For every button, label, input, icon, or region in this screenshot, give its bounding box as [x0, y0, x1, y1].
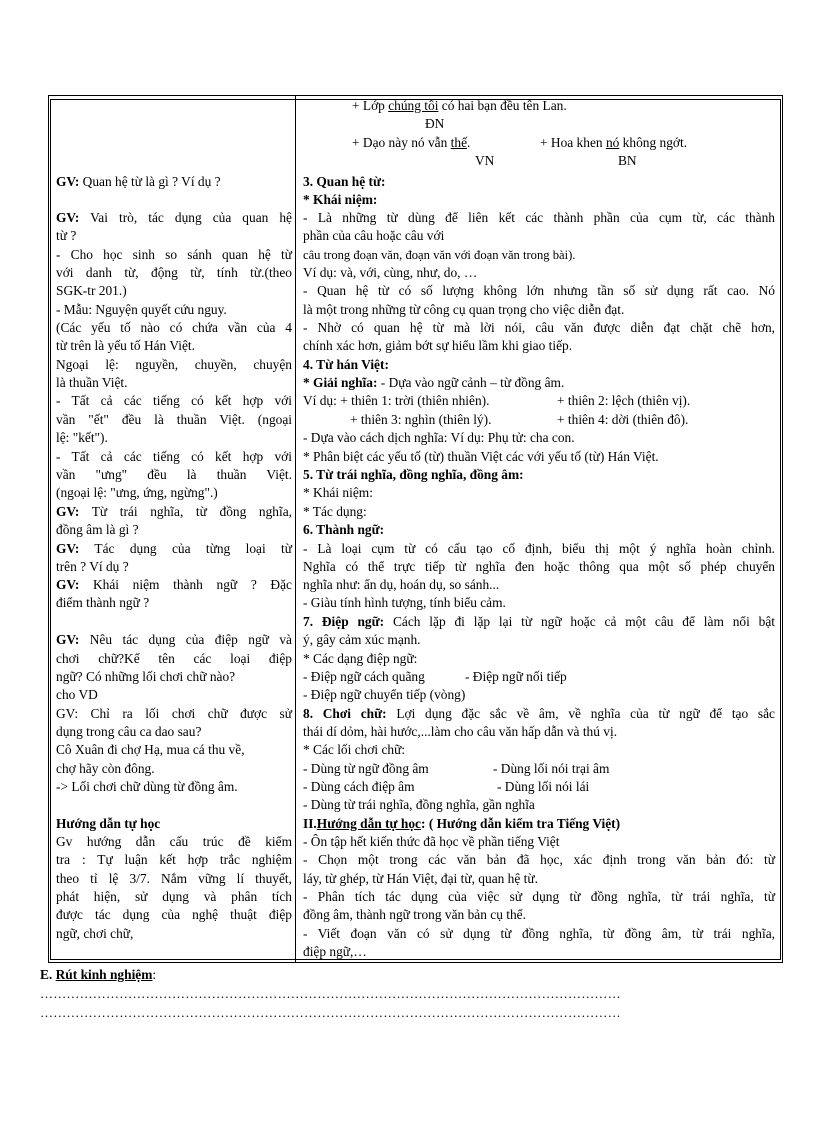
- section-4-title: 4. Từ hán Việt:: [303, 357, 389, 372]
- example-label-bn: BN: [618, 153, 637, 168]
- left-text-line: dụng trong câu ca dao sau?: [56, 724, 202, 739]
- left-text-line: Ngoại lệ: nguyền, chuyền, chuyện: [56, 357, 292, 372]
- gv-question-6: GV: Nêu tác dụng của điệp ngữ và: [56, 632, 292, 647]
- right-text-line: - Dùng lối nói lái: [497, 779, 590, 794]
- right-text-line: - Điệp ngữ chuyển tiếp (vòng): [303, 687, 466, 702]
- right-text-line: - Điệp ngữ nối tiếp: [465, 669, 567, 684]
- right-text-line: * Khái niệm:: [303, 485, 373, 500]
- right-text-line: đồng âm, thành ngữ trong văn bản cụ thể.: [303, 907, 526, 922]
- left-text-line: -> Lối chơi chữ dùng từ đồng âm.: [56, 779, 238, 794]
- example-line-1: + Lớp chúng tôi có hai bạn đều tên Lan.: [352, 98, 567, 113]
- left-text-line: - Tất cả các tiếng có kết hợp với: [56, 393, 292, 408]
- right-text-line: - Giàu tính hình tượng, tính biểu cảm.: [303, 595, 506, 610]
- section-5-title: 5. Từ trái nghĩa, đồng nghĩa, đồng âm:: [303, 467, 524, 482]
- gv-question-1: GV: Quan hệ từ là gì ? Ví dụ ?: [56, 174, 221, 189]
- right-text-line: Nghĩa có thể trực tiếp từ nghĩa đen hoặc thông qua một số phép chuyển: [303, 559, 775, 574]
- example-line-2a: + Dạo này nó vẫn thế.: [352, 135, 471, 150]
- right-text-line: thái dí dỏm, hài hước,...làm cho câu văn hấp dẫn và thú vị.: [303, 724, 618, 739]
- gv-question-7: GV: Chỉ ra lối chơi chữ được sử: [56, 706, 292, 721]
- right-text-line: * Phân biệt các yếu tố (từ) thuần Việt các với yếu tố (từ) Hán Việt.: [303, 449, 659, 464]
- right-text-line: - Là những từ dùng để liên kết các thành phần của cụm từ, các thành: [303, 210, 775, 225]
- right-text-line: - Phân tích tác dụng của việc sử dụng từ đồng nghĩa, từ trái nghĩa, từ: [303, 889, 775, 904]
- example-label-dn: ĐN: [425, 116, 445, 131]
- section-3-title: 3. Quan hệ từ:: [303, 174, 386, 189]
- section-4-meaning: * Giải nghĩa: - Dựa vào ngữ cảnh – từ đồng âm.: [303, 375, 565, 390]
- right-text-line: - Dùng từ trái nghĩa, đồng nghĩa, gần nghĩa: [303, 797, 535, 812]
- right-text-line: - Ôn tập hết kiến thức đã học về phần tiếng Việt: [303, 834, 560, 849]
- right-text-line: - Quan hệ từ có số lượng không lớn nhưng tần số sử dụng rất cao. Nó: [303, 283, 775, 298]
- gv-question-5: GV: Khái niệm thành ngữ ? Đặc: [56, 577, 292, 592]
- example-line-2b: + Hoa khen nó không ngớt.: [540, 135, 688, 150]
- right-text-line: - Dùng từ ngữ đồng âm: [303, 761, 429, 776]
- gv-question-4-cont: trên ? Ví dụ ?: [56, 559, 129, 574]
- left-text-line: theo tỉ lệ 3/7. Nắm vững lí thuyết,: [56, 871, 292, 886]
- gv-question-4: GV: Tác dụng của từng loại từ: [56, 541, 292, 556]
- left-text-line: với danh từ, động từ, tính từ.(theo: [56, 265, 292, 280]
- right-text-line: láy, từ ghép, từ Hán Việt, đại từ, quan hệ từ.: [303, 871, 538, 886]
- dotted-line-2: ……………………………………………………………………………………………………………………: [40, 1005, 621, 1020]
- left-text-line: chơi chữ?Kể tên các loại điệp: [56, 651, 292, 666]
- right-text-line: * Các dạng điệp ngữ:: [303, 651, 418, 666]
- left-text-line: phát hiện, sử dụng và phân tích: [56, 889, 292, 904]
- left-text-line: được tác dụng của nghệ thuật điệp: [56, 907, 292, 922]
- right-text-line: - Là loại cụm từ có cấu tạo cố định, biểu thị một ý nghĩa hoàn chỉnh.: [303, 541, 775, 556]
- right-text-line: nghĩa như: ẩn dụ, hoán dụ, so sánh...: [303, 577, 500, 592]
- right-text-line: - Dùng lối nói trại âm: [493, 761, 610, 776]
- gv-question-3-cont: đồng âm là gì ?: [56, 522, 139, 537]
- left-text-line: là thuần Việt.: [56, 375, 128, 390]
- gv-question-2: GV: Vai trò, tác dụng của quan hệ: [56, 210, 292, 225]
- right-text-line: - Dựa vào cách dịch nghĩa: Ví dụ: Phụ tử: cha con.: [303, 430, 575, 445]
- left-text-line: ngữ, chơi chữ,: [56, 926, 134, 941]
- left-text-line: chợ hãy còn đông.: [56, 761, 155, 776]
- right-text-line: là một trong những từ công cụ quan trọng cho việc diễn đạt.: [303, 302, 625, 317]
- section-8-title: 8. Chơi chữ: Lợi dụng đặc sắc về âm, về nghĩa của từ ngữ để tạo sắc: [303, 706, 775, 721]
- right-text-line: phần của câu hoặc câu với: [303, 228, 445, 243]
- section-6-title: 6. Thành ngữ:: [303, 522, 385, 537]
- right-text-line: + thiên 2: lệch (thiên vị).: [557, 393, 691, 408]
- experience-heading: E. Rút kinh nghiệm:: [40, 967, 157, 982]
- right-text-line: Ví dụ: + thiên 1: trời (thiên nhiên).: [303, 393, 490, 408]
- section-3-concept: * Khái niệm:: [303, 192, 378, 207]
- left-text-line: - Cho học sinh so sánh quan hệ từ: [56, 247, 292, 262]
- right-text-line: điệp ngữ,…: [303, 944, 367, 959]
- dotted-line-1: ……………………………………………………………………………………………………………………: [40, 986, 621, 1001]
- right-text-line: + thiên 3: nghìn (thiên lý).: [350, 412, 492, 427]
- right-text-line: câu trong đoạn văn, đoạn văn với đoạn văn trong bài).: [303, 248, 576, 262]
- self-study-heading: Hướng dẫn tự học: [56, 816, 161, 831]
- right-text-line: chính xác hơn, giảm bớt sự hiểu lầm khi giao tiếp.: [303, 338, 573, 353]
- left-text-line: ngữ? Có những lối chơi chữ nào?: [56, 669, 236, 684]
- left-text-line: Gv hướng dẫn cấu trúc đề kiểm: [56, 834, 292, 849]
- right-text-line: - Viết đoạn văn có sử dụng từ đồng nghĩa, từ đồng âm, từ trái nghĩa,: [303, 926, 775, 941]
- left-text-line: (Các yếu tố nào có chứa vần của 4: [56, 320, 292, 335]
- right-text-line: * Các lối chơi chữ:: [303, 742, 406, 757]
- section-7-title: 7. Điệp ngữ: Cách lặp đi lặp lại từ ngữ hoặc cả một câu để làm nổi bật: [303, 614, 775, 629]
- left-text-line: cho VD: [56, 687, 98, 702]
- left-text-line: vần "ết" đều là thuần Việt. (ngoại: [56, 412, 292, 427]
- section-ii-title: II.Hướng dẫn tự học: ( Hướng dẫn kiểm tra Tiếng Việt): [303, 816, 621, 831]
- left-text-line: lệ: "kết").: [56, 430, 108, 445]
- right-text-line: * Tác dụng:: [303, 504, 367, 519]
- gv-question-3: GV: Từ trái nghĩa, từ đồng nghĩa,: [56, 504, 292, 519]
- gv-question-5-cont: điểm thành ngữ ?: [56, 595, 150, 610]
- right-text-line: - Dùng cách điệp âm: [303, 779, 415, 794]
- left-text-line: (ngoại lệ: "ưng, ứng, ngừng".): [56, 485, 218, 500]
- left-text-line: - Mẫu: Nguyện quyết cứu nguy.: [56, 302, 227, 317]
- left-text-line: SGK-tr 201.): [56, 283, 127, 298]
- right-text-line: - Chọn một trong các văn bản đã học, xác định trong văn bản đó: từ: [303, 852, 775, 867]
- right-text-line: Ví dụ: và, với, cùng, như, do, …: [303, 265, 478, 280]
- left-text-line: tra : Tự luận kết hợp trắc nghiệm: [56, 852, 292, 867]
- left-text-line: vần "ưng" đều là thuần Việt.: [56, 467, 292, 482]
- left-text-line: từ trên là yếu tố Hán Việt.: [56, 338, 195, 353]
- left-text-line: - Tất cả các tiếng có kết hợp với: [56, 449, 292, 464]
- right-text-line: - Điệp ngữ cách quãng: [303, 669, 425, 684]
- example-label-vn: VN: [475, 153, 495, 168]
- right-text-line: + thiên 4: dời (thiên đô).: [557, 412, 689, 427]
- gv-question-2-cont: từ ?: [56, 228, 77, 243]
- right-text-line: ý, gây cảm xúc mạnh.: [303, 632, 421, 647]
- right-text-line: - Nhờ có quan hệ từ mà lời nói, câu văn được diễn đạt chặt chẽ hơn,: [303, 320, 775, 335]
- left-text-line: Cô Xuân đi chợ Hạ, mua cá thu về,: [56, 742, 245, 757]
